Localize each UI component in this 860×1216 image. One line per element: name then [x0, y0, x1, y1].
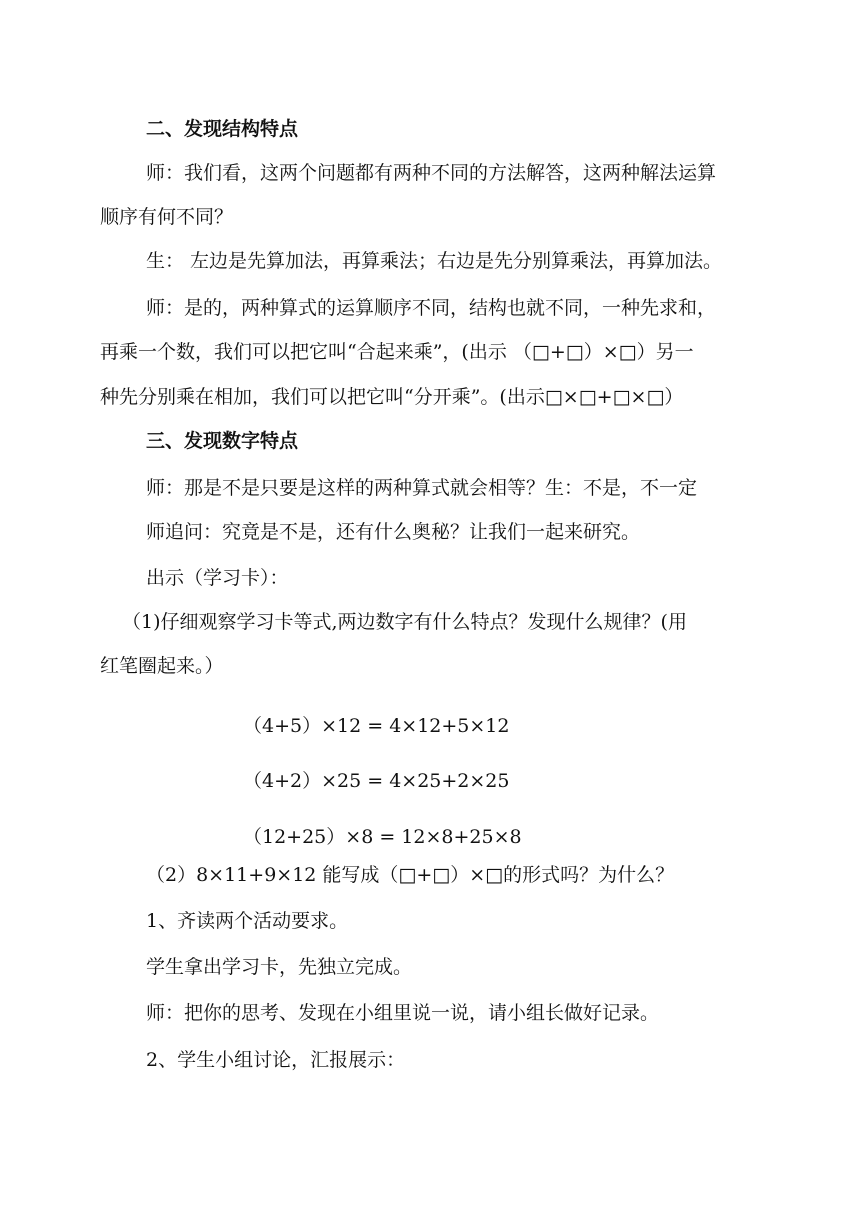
paragraph-step1-detail: 学生拿出学习卡，先独立完成。: [146, 956, 413, 978]
paragraph-teacher-ask: 师：那是不是只要是这样的两种算式就会相等？生：不是，不一定: [146, 477, 698, 499]
paragraph-step1: 1、齐读两个活动要求。: [146, 910, 349, 932]
paragraph-task2: （2）8×11+9×12 能写成（□+□）×□的形式吗？为什么？: [146, 864, 675, 886]
paragraph-show-card: 出示（学习卡）：: [146, 567, 289, 589]
paragraph-task1-cont: 红笔圈起来。）: [100, 655, 224, 677]
equation-line: （12+25）×8 = 12×8+25×8: [243, 826, 522, 848]
paragraph-teacher-followup: 师追问：究竟是不是，还有什么奥秘？让我们一起来研究。: [146, 521, 641, 543]
equation-line: （4+2）×25 = 4×25+2×25: [243, 770, 510, 792]
paragraph-teacher-group: 师：把你的思考、发现在小组里说一说，请小组长做好记录。: [146, 1002, 660, 1024]
paragraph-teacher-question: 师：我们看，这两个问题都有两种不同的方法解答，这两种解法运算: [146, 162, 717, 184]
equation-line: （4+5）×12 = 4×12+5×12: [243, 715, 510, 737]
paragraph-step2: 2、学生小组讨论，汇报展示：: [146, 1049, 406, 1071]
paragraph-teacher-explain-cont1: 再乘一个数，我们可以把它叫“合起来乘”，(出示 （□+□）×□）另一: [100, 341, 694, 363]
paragraph-teacher-explain: 师：是的，两种算式的运算顺序不同，结构也就不同，一种先求和，: [146, 297, 717, 319]
paragraph-task1: （1)仔细观察学习卡等式,两边数字有什么特点？发现什么规律？(用: [122, 611, 687, 633]
paragraph-teacher-explain-cont2: 种先分别乘在相加，我们可以把它叫“分开乘”。(出示□×□+□×□）: [100, 386, 684, 408]
paragraph-student-answer: 生： 左边是先算加法，再算乘法；右边是先分别算乘法，再算加法。: [146, 250, 723, 272]
section-heading-structure: 二、发现结构特点: [146, 118, 299, 140]
paragraph-teacher-question-cont: 顺序有何不同？: [100, 206, 234, 228]
section-heading-numbers: 三、发现数字特点: [146, 430, 299, 452]
